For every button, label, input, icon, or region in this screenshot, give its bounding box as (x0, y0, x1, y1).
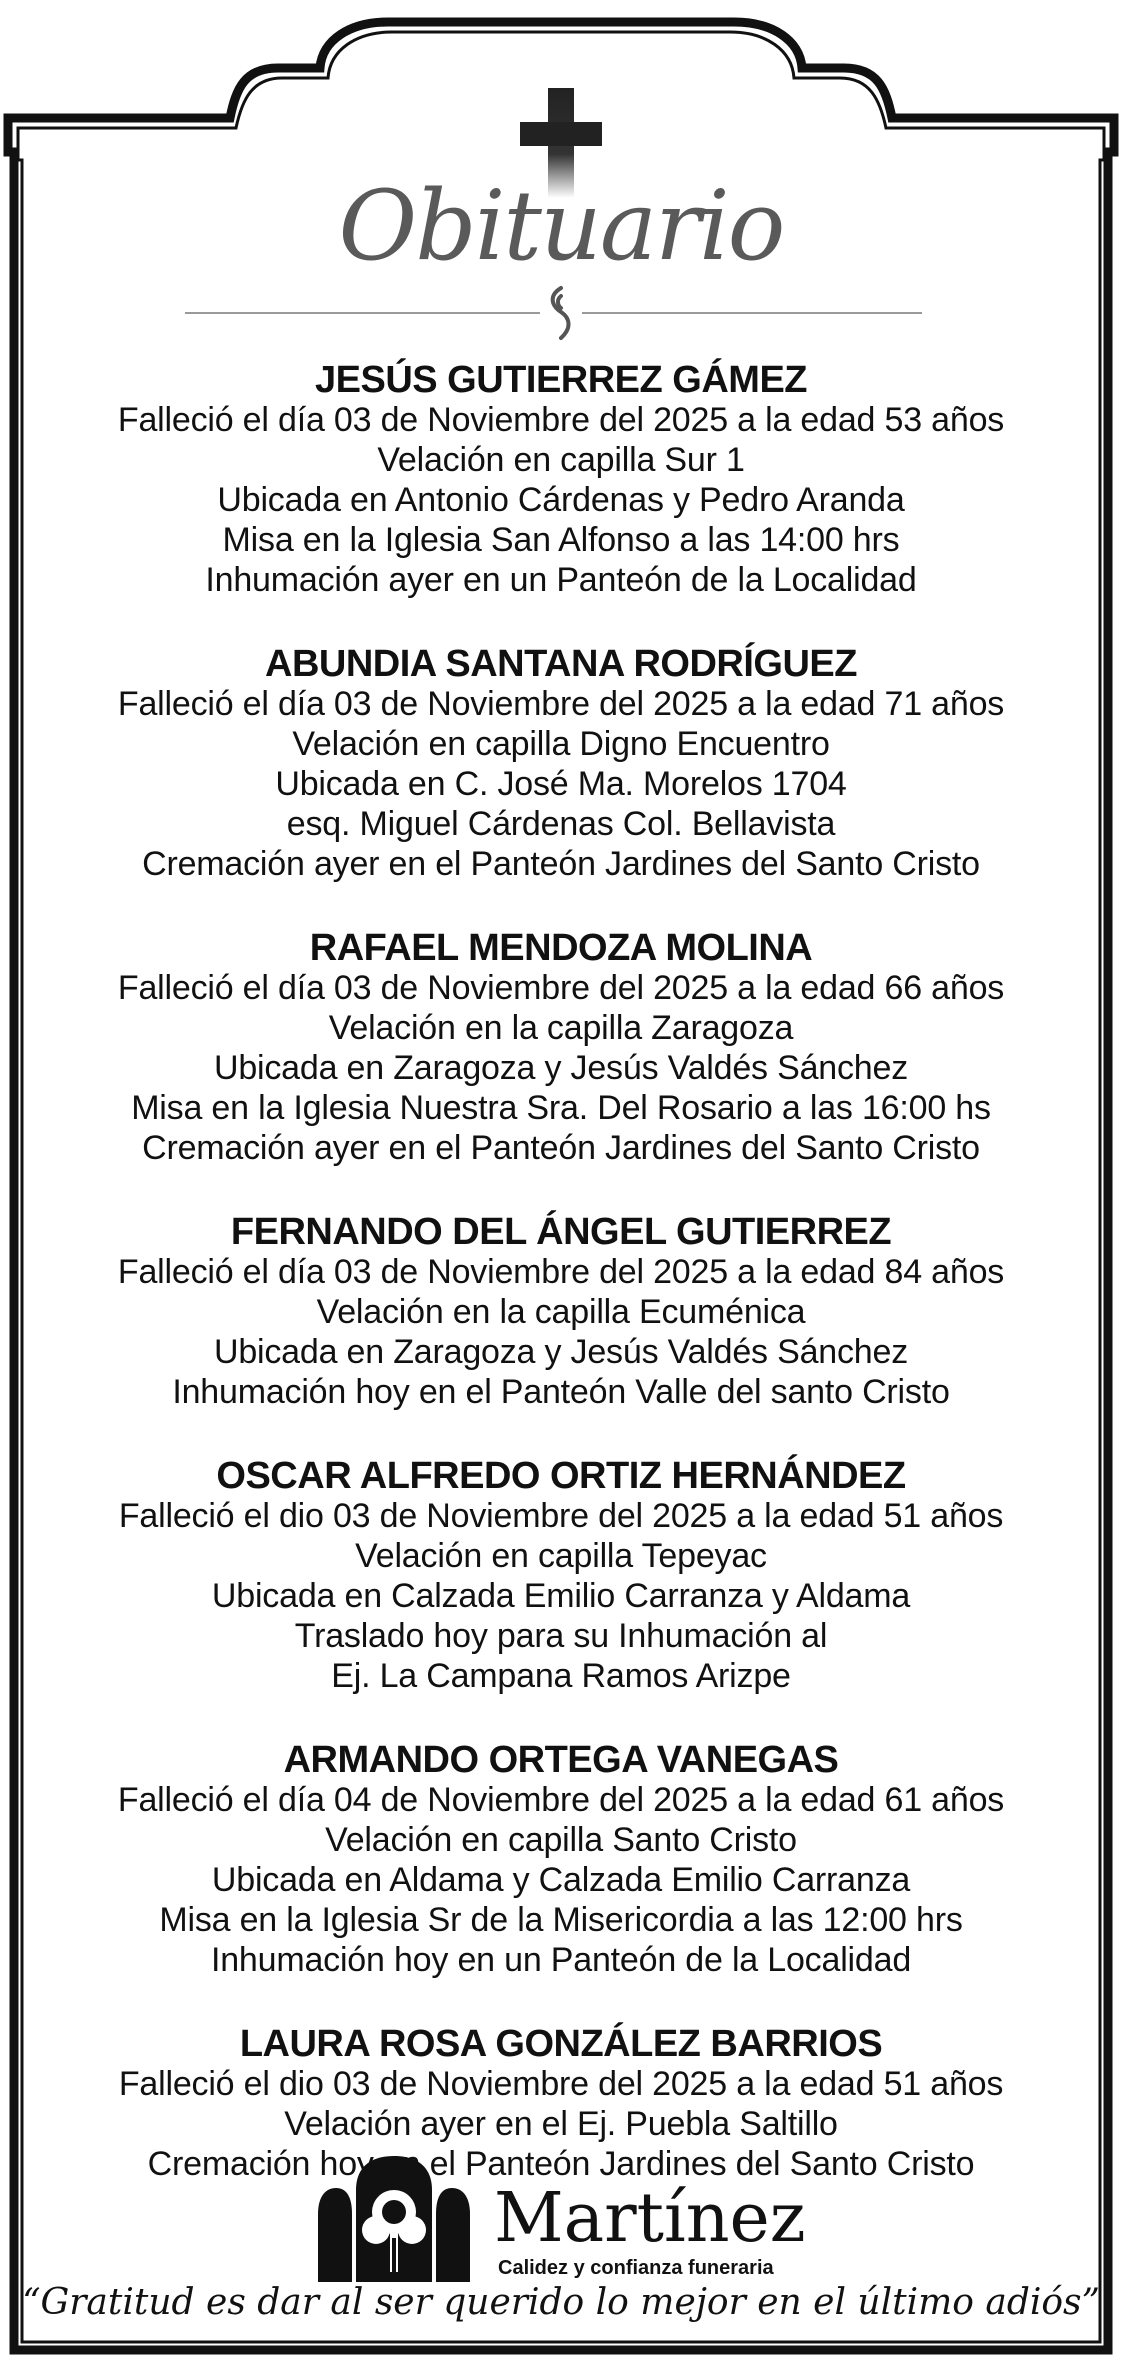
obituary-list (40, 360, 1082, 2184)
obituary-entry (40, 1740, 1082, 1980)
obituary-detail-line: Traslado hoy para su Inhumación al (294, 1617, 828, 1655)
obituary-detail-line: Velación en capilla Sur 1 (377, 441, 745, 479)
obituary-detail-line: Inhumación hoy en un Panteón de la Localidad (210, 1941, 912, 1979)
obituary-detail-line: Ubicada en Aldama y Calzada Emilio Carranza (211, 1861, 911, 1899)
obituary-detail-line: Velación en capilla Digno Encuentro (292, 725, 830, 763)
obituary-detail-line: Ej. La Campana Ramos Arizpe (331, 1657, 791, 1695)
obituary-detail-line: esq. Miguel Cárdenas Col. Bellavista (286, 805, 836, 843)
obituary-detail-line: Velación en la capilla Zaragoza (328, 1009, 794, 1047)
deceased-name: OSCAR ALFREDO ORTIZ HERNÁNDEZ (216, 1455, 906, 1497)
deceased-name: ABUNDIA SANTANA RODRÍGUEZ (265, 643, 857, 685)
obituary-detail-line: Velación en capilla Tepeyac (355, 1537, 767, 1575)
obituary-entry (40, 2024, 1082, 2184)
obituary-detail-line: Falleció el día 03 de Noviembre del 2025 a la edad 71 años (117, 685, 1005, 723)
obituary-detail-line: Ubicada en Calzada Emilio Carranza y Aldama (211, 1577, 911, 1615)
obituary-detail-line: Cremación hoy en el Panteón Jardines del Santo Cristo (147, 2145, 975, 2183)
deceased-name: FERNANDO DEL ÁNGEL GUTIERREZ (230, 1211, 892, 1253)
obituary-detail-line: Misa en la Iglesia Nuestra Sra. Del Rosario a las 16:00 hs (131, 1089, 991, 1127)
obituary-detail-line: Falleció el día 03 de Noviembre del 2025 a la edad 53 años (117, 401, 1005, 439)
obituary-detail-line: Inhumación hoy en el Panteón Valle del santo Cristo (172, 1373, 950, 1411)
obituary-detail-line: Falleció el dio 03 de Noviembre del 2025 a la edad 51 años (118, 2065, 1004, 2103)
obituary-detail-line: Ubicada en C. José Ma. Morelos 1704 (275, 765, 847, 803)
obituary-detail-line: Misa en la Iglesia Sr de la Misericordia a las 12:00 hrs (159, 1901, 963, 1939)
obituary-detail-line: Ubicada en Zaragoza y Jesús Valdés Sánchez (213, 1333, 909, 1371)
obituary-entry (40, 1456, 1082, 1696)
deceased-name: LAURA ROSA GONZÁLEZ BARRIOS (239, 2023, 883, 2065)
deceased-name: RAFAEL MENDOZA MOLINA (309, 927, 813, 969)
obituary-detail-line: Ubicada en Zaragoza y Jesús Valdés Sánchez (213, 1049, 909, 1087)
deceased-name: ARMANDO ORTEGA VANEGAS (283, 1739, 839, 1781)
obituary-detail-line: Falleció el día 04 de Noviembre del 2025 a la edad 61 años (117, 1781, 1005, 1819)
obituary-detail-line: Inhumación ayer en un Panteón de la Localidad (205, 561, 917, 599)
page-title: Obituario (338, 170, 784, 282)
divider-ornament-icon (553, 288, 569, 338)
footer-quote: “Gratitud es dar al ser querido lo mejor en el último adiós” (22, 2282, 1100, 2323)
funeral-home-tagline: Calidez y confianza funeraria (498, 2257, 774, 2279)
funeral-home-name: Martínez (494, 2179, 806, 2258)
obituary-detail-line: Misa en la Iglesia San Alfonso a las 14:00 hrs (222, 521, 900, 559)
obituary-detail-line: Cremación ayer en el Panteón Jardines del Santo Cristo (142, 1129, 980, 1167)
obituary-entry (40, 644, 1082, 884)
obituary-entry (40, 1212, 1082, 1412)
obituary-detail-line: Velación en la capilla Ecuménica (316, 1293, 806, 1331)
obituary-detail-line: Velación en capilla Santo Cristo (325, 1821, 797, 1859)
obituary-detail-line: Cremación ayer en el Panteón Jardines del Santo Cristo (142, 845, 980, 883)
obituary-detail-line: Velación ayer en el Ej. Puebla Saltillo (284, 2105, 838, 2143)
obituary-detail-line: Ubicada en Antonio Cárdenas y Pedro Aranda (217, 481, 905, 519)
obituary-entry (40, 360, 1082, 600)
obituary-entry (40, 928, 1082, 1168)
obituary-detail-line: Falleció el día 03 de Noviembre del 2025 a la edad 84 años (117, 1253, 1005, 1291)
deceased-name: JESÚS GUTIERREZ GÁMEZ (315, 359, 807, 401)
obituary-detail-line: Falleció el día 03 de Noviembre del 2025 a la edad 66 años (117, 969, 1005, 1007)
obituary-detail-line: Falleció el dio 03 de Noviembre del 2025 a la edad 51 años (118, 1497, 1004, 1535)
